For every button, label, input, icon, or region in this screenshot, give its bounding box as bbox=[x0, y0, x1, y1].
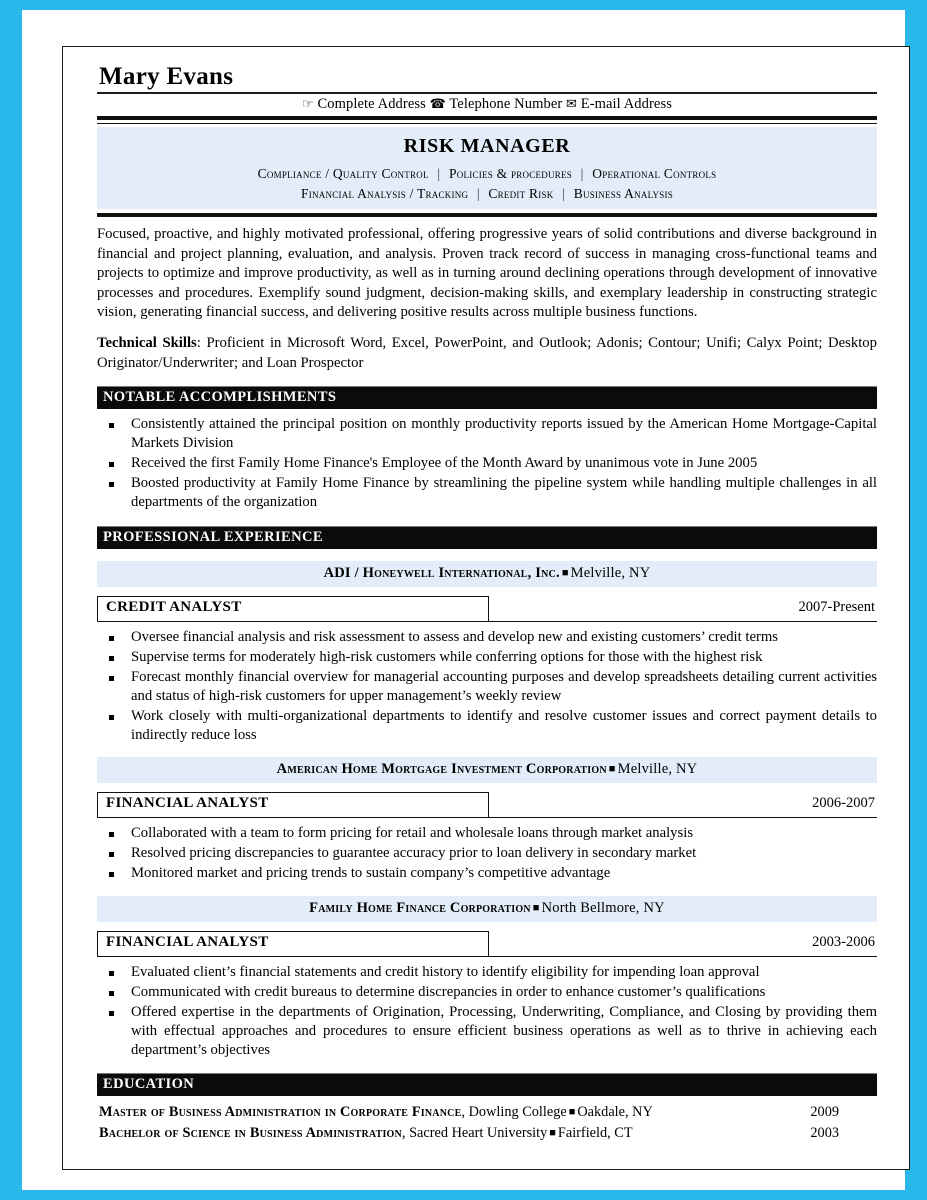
telephone-icon: ☎ bbox=[429, 96, 446, 111]
job-bullets bbox=[97, 824, 877, 883]
education-location: Fairfield, CT bbox=[557, 1124, 633, 1141]
contact-rule-thick bbox=[97, 116, 877, 120]
list-item: Collaborated with a team to form pricing for retail and wholesale loans through market analysis bbox=[97, 824, 877, 843]
envelope-icon: ✉ bbox=[566, 96, 578, 111]
employer-bar bbox=[97, 896, 877, 922]
separator-square-icon: ■ bbox=[568, 1106, 576, 1119]
keyword-separator: | bbox=[580, 166, 584, 182]
job-title: FINANCIAL ANALYST bbox=[97, 931, 489, 956]
job-title: FINANCIAL ANALYST bbox=[97, 792, 489, 817]
contact-rule-thin bbox=[97, 123, 877, 125]
list-item: Offered expertise in the departments of Origination, Processing, Underwriting, Compliance, and Closing by providing them with effectual approaches and procedures to ensure efficient business operations as well as to thrive in achieving each department’s objectives bbox=[97, 1003, 877, 1060]
keyword-separator: | bbox=[437, 166, 441, 182]
education-degree: Bachelor of Science in Business Administration bbox=[99, 1124, 402, 1141]
education-school: Dowling College bbox=[468, 1104, 567, 1121]
list-item: Resolved pricing discrepancies to guarantee accuracy prior to loan delivery in secondary market bbox=[97, 844, 877, 863]
contact-email-label: E-mail Address bbox=[580, 96, 672, 112]
job-target-block bbox=[97, 127, 877, 209]
technical-skills-separator: : bbox=[196, 334, 207, 351]
job-title-row bbox=[97, 792, 877, 818]
technical-skills-text: Proficient in Microsoft Word, Excel, PowerPoint, and Outlook; Adonis; Contour; Unifi; Calyx Point; Desktop Originator/Underwriter; and Loan Prospector bbox=[97, 334, 877, 371]
keyword-4: Financial Analysis / Tracking bbox=[300, 185, 469, 201]
education-list bbox=[97, 1102, 877, 1143]
job-title: CREDIT ANALYST bbox=[97, 596, 489, 621]
education-year: 2009 bbox=[810, 1104, 839, 1121]
employer-bar bbox=[97, 561, 877, 587]
job-target-title: RISK MANAGER bbox=[403, 135, 571, 158]
education-row bbox=[97, 1123, 877, 1144]
address-icon: ☞ bbox=[302, 96, 314, 111]
list-item: Monitored market and pricing trends to sustain company’s competitive advantage bbox=[97, 864, 877, 883]
job-title-row bbox=[97, 596, 877, 622]
separator-square-icon: ■ bbox=[608, 763, 616, 776]
employer-bar bbox=[97, 757, 877, 783]
education-location: Oakdale, NY bbox=[577, 1104, 653, 1121]
list-item: Consistently attained the principal position on monthly productivity reports issued by the American Home Mortgage-Capital Markets Division bbox=[97, 415, 877, 453]
accomplishments-list bbox=[97, 415, 877, 513]
keyword-6: Business Analysis bbox=[573, 185, 674, 201]
keyword-1: Compliance / Quality Control bbox=[257, 166, 429, 182]
resume-page bbox=[62, 46, 910, 1170]
list-item: Oversee financial analysis and risk assessment to assess and develop new and existing customers’ credit terms bbox=[97, 628, 877, 647]
keyword-2: Policies & procedures bbox=[448, 166, 572, 182]
job-bullets bbox=[97, 963, 877, 1061]
job-dates: 2007-Present bbox=[798, 598, 875, 615]
contact-line bbox=[97, 94, 877, 116]
education-year: 2003 bbox=[810, 1124, 839, 1141]
list-item: Communicated with credit bureaus to determine discrepancies in order to enhance customer’s qualifications bbox=[97, 983, 877, 1002]
keyword-line-1 bbox=[97, 164, 877, 184]
job-dates: 2003-2006 bbox=[812, 933, 875, 950]
education-comma: , bbox=[461, 1104, 469, 1121]
employer-name: ADI / Honeywell International, Inc. bbox=[323, 564, 560, 581]
technical-skills-label: Technical Skills bbox=[97, 334, 197, 351]
list-item: Boosted productivity at Family Home Finance by streamlining the pipeline system while handling multiple challenges in all departments of the organization bbox=[97, 474, 877, 512]
separator-square-icon: ■ bbox=[532, 901, 540, 914]
section-header-experience: PROFESSIONAL EXPERIENCE bbox=[97, 526, 877, 549]
list-item: Evaluated client’s financial statements and credit history to identify eligibility for impending loan approval bbox=[97, 963, 877, 982]
separator-square-icon: ■ bbox=[549, 1126, 556, 1139]
candidate-name: Mary Evans bbox=[99, 63, 234, 90]
employer-location: North Bellmore, NY bbox=[541, 899, 665, 916]
resume-content bbox=[97, 63, 877, 1144]
employer-name: American Home Mortgage Investment Corporation bbox=[276, 761, 607, 778]
list-item: Work closely with multi-organizational departments to identify and resolve customer issues and correct payment details to indirectly reduce loss bbox=[97, 707, 877, 745]
contact-phone-label: Telephone Number bbox=[449, 96, 563, 112]
education-row bbox=[97, 1102, 877, 1123]
keyword-separator: | bbox=[562, 185, 566, 201]
contact-address-label: Complete Address bbox=[317, 96, 426, 112]
list-item: Received the first Family Home Finance's Employee of the Month Award by unanimous vote in June 2005 bbox=[97, 454, 877, 473]
education-comma: , bbox=[401, 1124, 410, 1141]
section-header-accomplishments: NOTABLE ACCOMPLISHMENTS bbox=[97, 386, 877, 409]
education-degree: Master of Business Administration in Corporate Finance bbox=[99, 1104, 462, 1121]
job-dates: 2006-2007 bbox=[812, 795, 875, 812]
keyword-separator: | bbox=[476, 185, 480, 201]
separator-square-icon: ■ bbox=[561, 566, 569, 579]
job-title-row bbox=[97, 931, 877, 957]
list-item: Forecast monthly financial overview for managerial accounting purposes and develop spreadsheets detailing current activities and status of high-risk customers for upper management’s weekly review bbox=[97, 668, 877, 706]
technical-skills bbox=[97, 334, 877, 373]
employer-location: Melville, NY bbox=[570, 564, 651, 581]
list-item: Supervise terms for moderately high-risk customers while conferring options for those with the highest risk bbox=[97, 648, 877, 667]
employer-location: Melville, NY bbox=[617, 761, 698, 778]
employer-name: Family Home Finance Corporation bbox=[309, 899, 531, 916]
professional-summary: Focused, proactive, and highly motivated professional, offering progressive years of solid contributions and diverse background in financial and project planning, evaluation, and analysis. Proven track record of success in managing cross-functional teams and projects to optimize and improve productivity, as well as in turning around declining operations through development of innovative processes and procedures. Exemplify sound judgment, decision-making skills, and exemplary leadership in constructing strategic vision, generating financial success, and delivering positive results across multiple business functions. bbox=[97, 226, 877, 321]
education-school: Sacred Heart University bbox=[409, 1124, 548, 1141]
keyword-3: Operational Controls bbox=[592, 166, 717, 182]
keyword-line-2 bbox=[97, 184, 877, 204]
keyword-5: Credit Risk bbox=[488, 185, 554, 201]
section-header-education: EDUCATION bbox=[97, 1073, 877, 1096]
title-block-bottom-rule bbox=[97, 213, 877, 217]
paper-background bbox=[22, 10, 905, 1190]
job-bullets bbox=[97, 628, 877, 746]
